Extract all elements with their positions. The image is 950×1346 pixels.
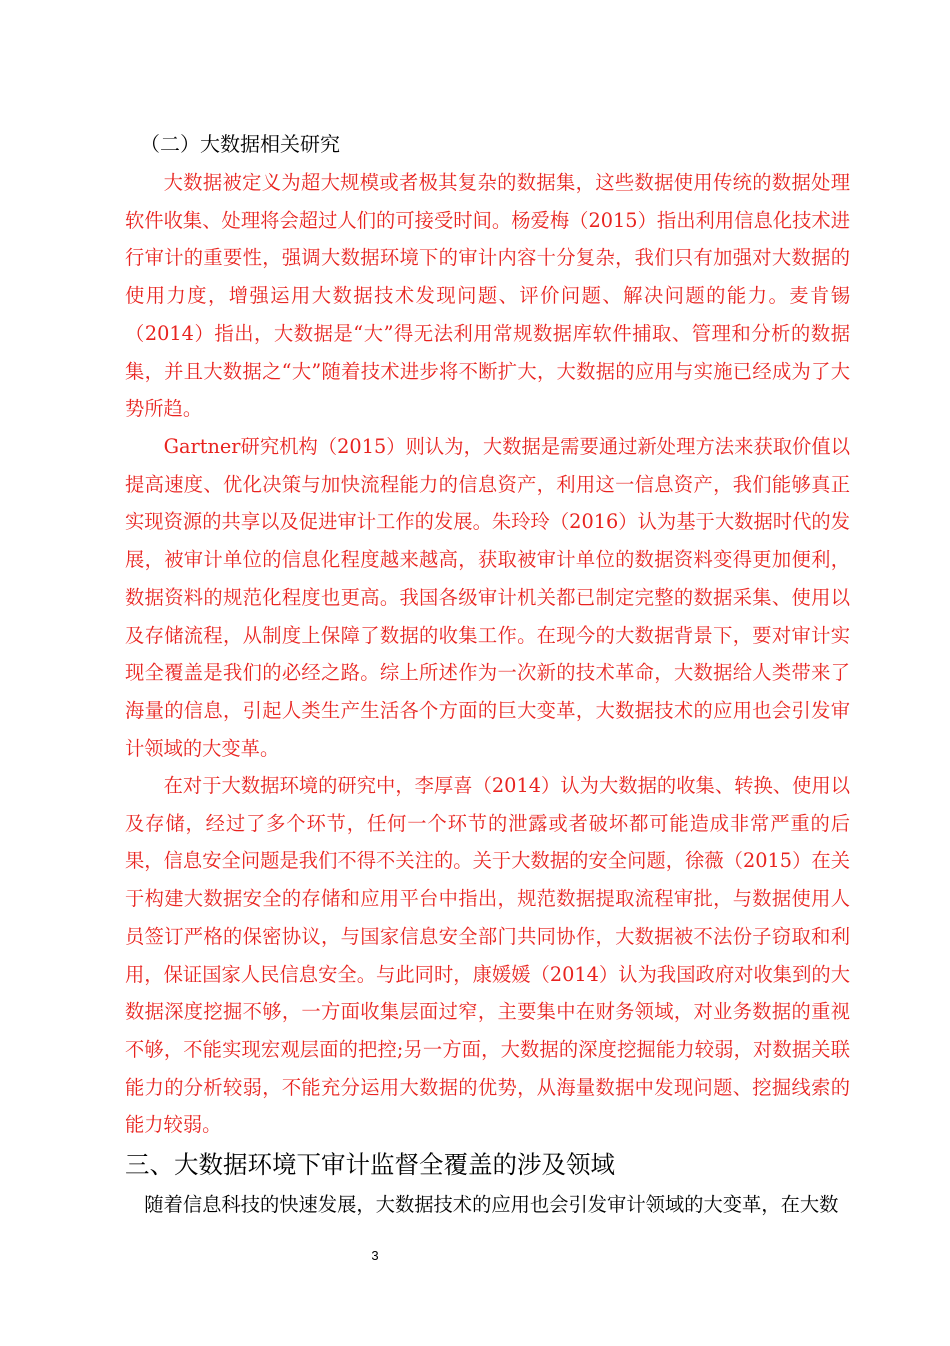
paragraph-2: Gartner研究机构（2015）则认为，大数据是需要通过新处理方法来获取价值以提高速度、优化决策与加快流程能力的信息资产，利用这一信息资产，我们能够真正实现资源的共享以及促进审计工作的发展。朱玲玲（2016）认为基于大数据时代的发展，被审计单位的信息化程度越来越高，获取被审计单位的数据资料变得更加便利，数据资料的规范化程度也更高。我国各级审计机关都已制定完整的数据采集、使用以及存储流程，从制度上保障了数据的收集工作。在现今的大数据背景下，要对审计实现全覆盖是我们的必经之路。综上所述作为一次新的技术革命，大数据给人类带来了海量的信息，引起人类生产生活各个方面的巨大变革，大数据技术的应用也会引发审计领域的大变革。 [125, 435, 850, 760]
chapter-heading: 三、大数据环境下审计监督全覆盖的涉及领域 [125, 1150, 615, 1179]
page-number: 3 [371, 1248, 379, 1263]
paragraph-3: 在对于大数据环境的研究中，李厚喜（2014）认为大数据的收集、转换、使用以及存储，经过了多个环节，任何一个环节的泄露或者破坏都可能造成非常严重的后果，信息安全问题是我们不得不关注的。关于大数据的安全问题，徐薇（2015）在关于构建大数据安全的存储和应用平台中指出，规范数据提取流程审批，与数据使用人员签订严格的保密协议，与国家信息安全部门共同协作，大数据被不法份子窃取和利用，保证国家人民信息安全。与此同时，康媛媛（2014）认为我国政府对收集到的大数据深度挖掘不够，一方面收集层面过窄，主要集中在财务领域，对业务数据的重视不够，不能实现宏观层面的把控;另一方面，大数据的深度挖掘能力较弱，对数据关联能力的分析较弱，不能充分运用大数据的优势，从海量数据中发现问题、挖掘线索的能力较弱。 [125, 774, 850, 1137]
chapter-paragraph: 随着信息科技的快速发展，大数据技术的应用也会引发审计领域的大变革，在大数 [144, 1193, 839, 1216]
paragraph-1: 大数据被定义为超大规模或者极其复杂的数据集，这些数据使用传统的数据处理软件收集、处理将会超过人们的可接受时间。杨爱梅（2015）指出利用信息化技术进行审计的重要性，强调大数据环境下的审计内容十分复杂，我们只有加强对大数据的使用力度，增强运用大数据技术发现问题、评价问题、解决问题的能力。麦肯锡（2014）指出，大数据是“大”得无法利用常规数据库软件捕取、管理和分析的数据集，并且大数据之“大”随着技术进步将不断扩大，大数据的应用与实施已经成为了大势所趋。 [125, 171, 850, 421]
section-heading: （二）大数据相关研究 [140, 132, 340, 156]
